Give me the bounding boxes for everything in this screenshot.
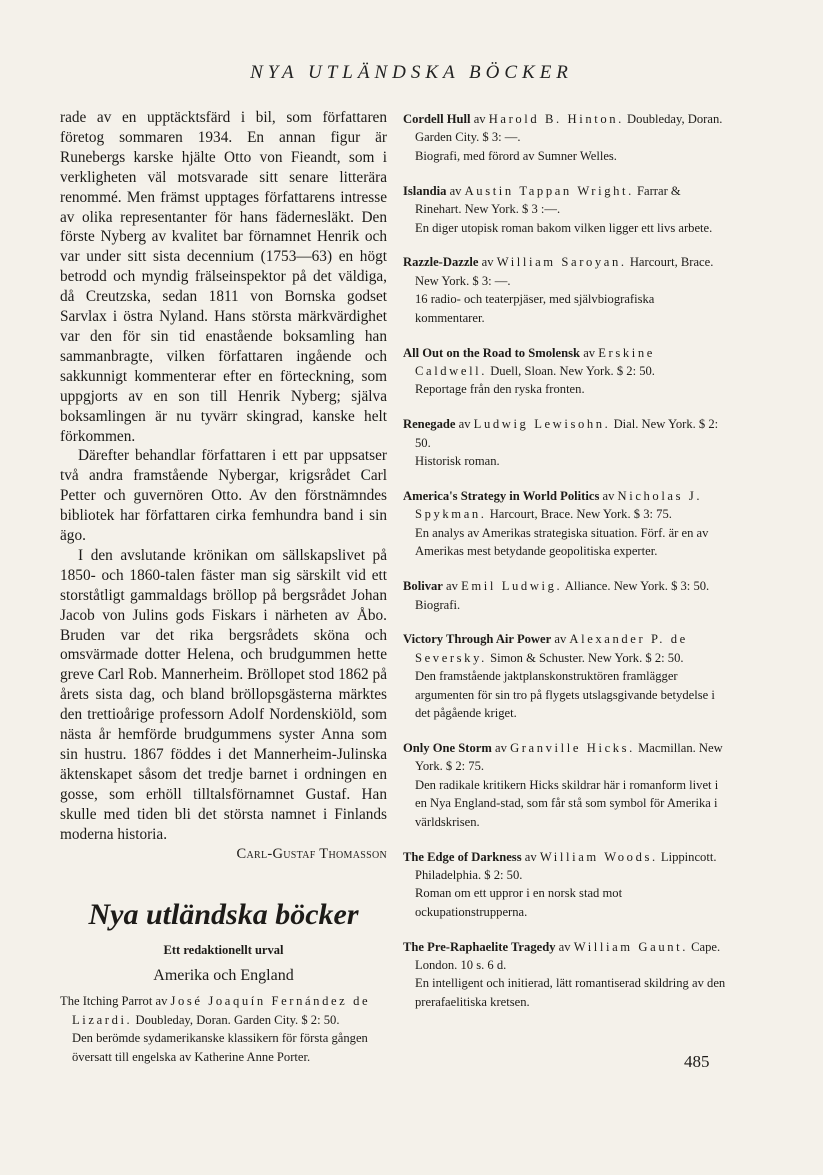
book-description: Den radikale kritikern Hicks skildrar här i romanform livet i en Nya England-stad, som får stå som symbol för Amerika i världskrisen. (415, 777, 719, 829)
book-av: av (495, 740, 507, 755)
book-description: Biografi, med förord av Sumner Welles. (415, 148, 617, 163)
book-description: Historisk roman. (415, 454, 500, 469)
book-publisher: Lippincott. Philadelphia. $ 2: 50. (415, 849, 717, 882)
book-entry (403, 415, 727, 470)
book-title: Only One Storm (403, 740, 492, 755)
book-author: Harold B. Hinton. (488, 112, 624, 126)
book-av: av (602, 489, 615, 503)
book-av: av (481, 255, 494, 270)
book-description: Den framstående jaktplanskonstruktören framlägger argumenten för sin tro på flygets utslagsgivande betydelse i det pågående kriget. (415, 669, 715, 721)
left-column (60, 108, 387, 1066)
page-number: 485 (684, 1052, 710, 1071)
book-entry (403, 577, 727, 614)
book-author: William Saroyan. (496, 255, 627, 270)
book-av: av (524, 849, 537, 864)
book-author: William Woods. (539, 849, 658, 864)
book-entry (403, 344, 727, 399)
book-publisher: Macmillan. New York. $ 2: 75. (415, 740, 723, 774)
book-entry (403, 110, 727, 165)
book-av: av (558, 939, 571, 954)
book-description: Reportage från den ryska fronten. (415, 382, 585, 397)
book-title: Renegade (403, 417, 456, 432)
body-paragraph: Därefter behandlar författaren i ett par uppsatser två andra framstående Nybergar, krigsrådet Carl Petter och guvernören Otto. Av den förstnämndes bibliotek har författaren cirka femhundra band i sin ägo. (60, 447, 387, 545)
section-region-heading: Amerika och England (153, 967, 294, 985)
book-author: Ludwig Lewisohn. (473, 417, 611, 432)
book-publisher: Alliance. New York. $ 3: 50. (564, 579, 710, 594)
body-paragraph: I den avslutande krönikan om sällskapslivet på 1850- och 1860-talen fäster man sig särskilt vid ett storståtligt gammaldags bröllop på bergsrådet Johan Jacob von Julins gods Fiskars i närheten av Åbo. Bruden var det rika bergsrådets sköna och omsvärmade dotter Helena, och brudgummen hette greve Carl Rob. Mannerheim. Bröllopet stod 1862 på årets sista dag, och bland bröllopsgästerna märktes den trettioårige professorn Adolf Nordenskiöld, som nästa år hemförde brudgummens syster Anna som sin hustru. 1867 föddes i det Mannerheim-Julinska äktenskapet såsom det tredje barnet i ordningen en gosse, som erhöll tilltalsförnamnet Gustaf. Han skulle med tiden bli det största namnet i Finlands moderna historia. (60, 546, 387, 843)
book-av: av (583, 345, 596, 360)
article-signature: Carl-Gustaf Thomasson (236, 845, 387, 862)
book-publisher: Doubleday, Doran. Garden City. $ 3: —. (415, 112, 723, 145)
book-author: José Joaquín Fernández de Lizardi. (72, 994, 371, 1027)
book-entry (403, 487, 727, 561)
book-author: Emil Ludwig. (461, 579, 563, 594)
book-title: The Itching Parrot (60, 994, 153, 1009)
book-author: Erskine Caldwell. (415, 345, 655, 378)
book-description: 16 radio- och teaterpjäser, med självbiografiska kommentarer. (415, 292, 655, 325)
book-title: Islandia (403, 183, 447, 198)
book-publisher: Dial. New York. $ 2: 50. (415, 417, 719, 450)
book-entry (403, 253, 727, 327)
book-entry (403, 630, 727, 722)
book-av: av (554, 632, 567, 647)
book-author: Alexander P. de Seversky. (415, 632, 688, 665)
book-title: The Pre-Raphaelite Tragedy (403, 939, 556, 954)
book-author: Nicholas J. Spykman. (415, 489, 703, 522)
book-title: Victory Through Air Power (403, 632, 552, 647)
book-description: En analys av Amerikas strategiska situation. Förf. är en av Amerikas mest betydande geopolitiska experter. (415, 525, 709, 559)
book-title: All Out on the Road to Smolensk (403, 345, 581, 360)
book-title: Razzle-Dazzle (403, 255, 479, 270)
book-author: Austin Tappan Wright. (464, 183, 634, 198)
book-title: Cordell Hull (403, 112, 471, 126)
section-title: Nya utländska böcker (88, 898, 359, 932)
book-av: av (446, 579, 458, 594)
section-subtitle: Ett redaktionellt urval (163, 943, 284, 958)
book-av: av (458, 417, 471, 432)
book-publisher: Simon & Schuster. New York. $ 2: 50. (490, 650, 684, 665)
book-description: Den berömde sydamerikanske klassikern för första gången översatt till engelska av Katherine Anne Porter. (72, 1031, 368, 1064)
book-author: Granville Hicks. (510, 740, 635, 755)
book-author: William Gaunt. (573, 939, 688, 954)
book-publisher: Farrar & Rinehart. New York. $ 3 :—. (415, 183, 681, 217)
book-publisher: Harcourt, Brace. New York. $ 3: —. (415, 255, 714, 288)
book-publisher: Doubleday, Doran. Garden City. $ 2: 50. (135, 1012, 340, 1027)
book-entry (403, 739, 727, 831)
book-entry (403, 848, 727, 922)
book-title: Bolivar (403, 579, 443, 594)
book-av: av (155, 994, 168, 1009)
book-publisher: Harcourt, Brace. New York. $ 3: 75. (489, 507, 672, 522)
book-publisher: Duell, Sloan. New York. $ 2: 50. (490, 363, 655, 378)
book-description: Roman om ett uppror i en norsk stad mot ockupationstrupperna. (415, 886, 623, 919)
book-entry (403, 182, 727, 237)
book-description: En intelligent och initierad, lätt romantiserad skildring av den prerafaelitiska kretsen. (415, 976, 726, 1009)
book-description: Biografi. (415, 597, 461, 612)
book-title: The Edge of Darkness (403, 849, 522, 864)
book-entry (403, 938, 727, 1012)
body-paragraph: rade av en upptäcktsfärd i bil, som författaren företog sommaren 1934. En annan figur är Runebergs karske hjälte Otto von Fieandt, som i verkligheten väl motsvarade sitt senare litterära renommé. Men främst upptages författarens intresse av olika representanter för hans fädernesläkt. Den förste Nyberg av kvalitet bar förnamnet Henrik och var under sitt sista decennium (1753—63) en högt betrodd och myndig frälseinspektor på det väldiga, då Creutzska, sedan 1811 von Bornska godset Sarvlax i östra Nyland. Hans största märkvärdighet var den för sin tid enastående boksamling han sammanbragte, vilken författaren ingående och sakkunnigt kommenterar efter en förteckning, som uppgjorts av en son till Henrik Nyberg; själva boksamlingen är nu tyvärr skingrad, kanske helt förkommen. (60, 109, 387, 445)
right-column (403, 110, 727, 1028)
book-av: av (473, 112, 486, 126)
book-av: av (449, 183, 462, 198)
book-title: America's Strategy in World Politics (403, 489, 600, 503)
book-description: En diger utopisk roman bakom vilken ligger ett livs arbete. (415, 220, 713, 235)
book-publisher: Cape. London. 10 s. 6 d. (415, 939, 721, 973)
book-entry (60, 992, 387, 1066)
running-head: NYA UTLÄNDSKA BÖCKER (250, 62, 573, 83)
